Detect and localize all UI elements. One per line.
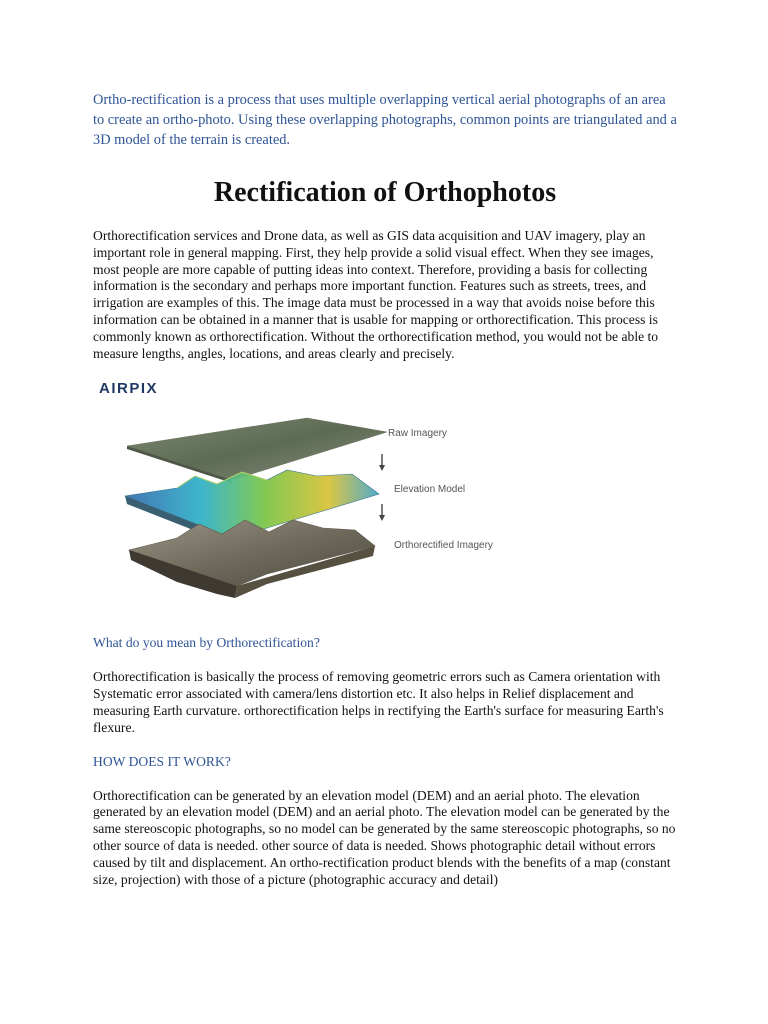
page-title: Rectification of Orthophotos	[213, 177, 557, 208]
elevation-model-label: Elevation Model	[394, 484, 466, 496]
airpix-logo: AIRPIX	[99, 380, 159, 398]
body-paragraph-2: Orthorectification is basically the process of removing geometric errors such as Camera orientation with Systematic error associated with camera/lens distortion etc. It also helps in Relief displacement and measuring Earth curvature. orthorectification helps in rectifying the Earth's surface for measuring Earth's flexure.	[93, 669, 664, 735]
orthorectification-figure	[97, 380, 517, 610]
arrow-down-icon	[379, 454, 385, 472]
section-heading-1: What do you mean by Orthorectification?	[93, 635, 320, 651]
body-paragraph-1: Orthorectification services and Drone data, as well as GIS data acquisition and UAV imagery, play an important role in general mapping. First, they help provide a solid visual effect. When they see images, most people are more capable of putting ideas into context. Therefore, providing a basis for collecting information is the secondary and perhaps more important function. Features such as streets, trees, and irrigation are examples of this. The image data must be processed in a way that avoids noise before this information can be obtained in a manner that is usable for mapping or orthorectification. This process is commonly known as orthorectification. Without the orthorectification method, you would not be able to measure lengths, angles, locations, and areas clearly and precisely.	[93, 228, 659, 361]
raw-imagery-layer	[127, 418, 387, 480]
arrow-down-icon	[379, 504, 385, 522]
intro-paragraph: Ortho-rectification is a process that uses multiple overlapping vertical aerial photographs of an area to create an ortho-photo. Using these overlapping photographs, common points are triangulated and a 3D model of the terrain is created.	[93, 92, 677, 148]
body-paragraph-3: Orthorectification can be generated by an elevation model (DEM) and an aerial photo. The elevation generated by an elevation model (DEM) and an aerial photo. The elevation model can be generated by the same stereoscopic photographs, so no model can be generated by the same stereoscopic photographs, so no other source of data is needed. other source of data is needed. Shows photographic detail without errors caused by tilt and displacement. An ortho-rectification product blends with the benefits of a map (constant size, projection) with those of a picture (photographic accuracy and detail)	[93, 787, 676, 887]
document-page	[93, 90, 677, 888]
terrain-layers-illustration	[117, 398, 417, 608]
raw-imagery-label: Raw Imagery	[388, 428, 447, 440]
section-heading-2: HOW DOES IT WORK?	[93, 753, 231, 769]
orthorectified-imagery-label: Orthorectified Imagery	[394, 540, 493, 552]
